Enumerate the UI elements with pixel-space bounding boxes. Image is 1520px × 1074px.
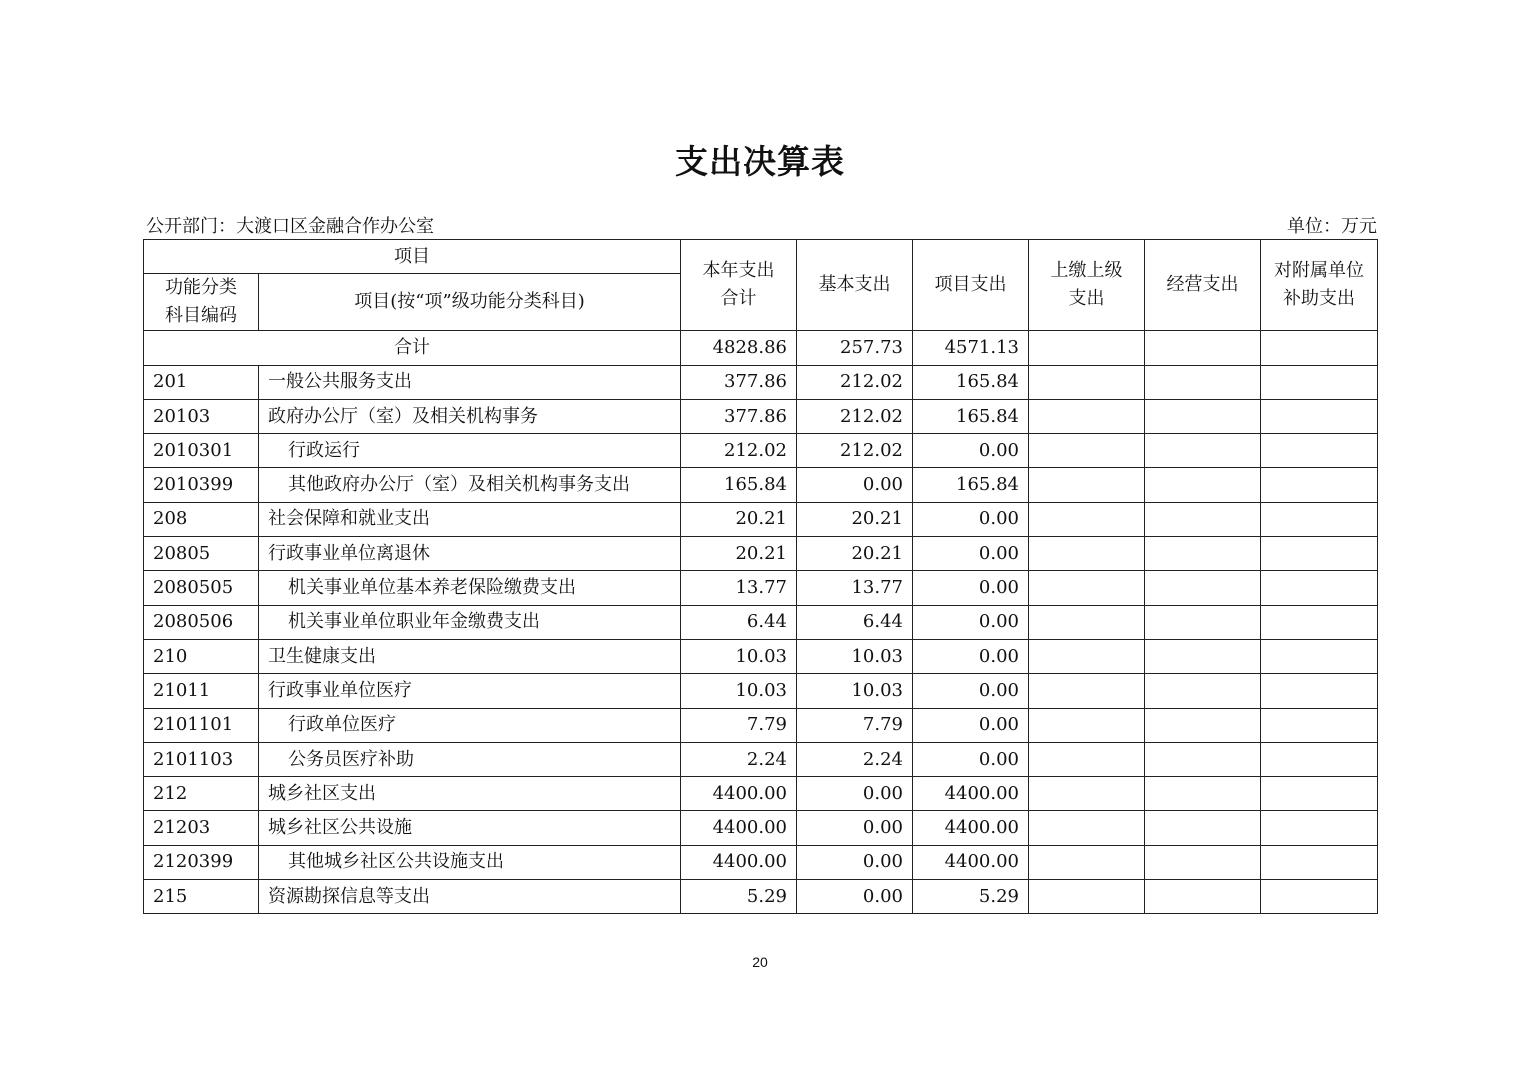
row-business: [1145, 502, 1261, 536]
header-upper: 上缴上级 支出: [1029, 240, 1145, 331]
row-project: 0.00: [913, 434, 1029, 468]
row-upper: [1029, 777, 1145, 811]
row-name: [259, 708, 681, 742]
table-row: [144, 537, 1378, 571]
table-row: [144, 571, 1378, 605]
row-basic: 20.21: [797, 537, 913, 571]
row-project: 165.84: [913, 468, 1029, 502]
row-total: 5.29: [681, 880, 797, 914]
header-name: 项目(按“项”级功能分类科目): [259, 274, 681, 331]
table-row: [144, 399, 1378, 433]
row-upper: [1029, 845, 1145, 879]
row-subsidiary: [1261, 639, 1378, 673]
row-upper: [1029, 708, 1145, 742]
total-row: [144, 331, 1378, 365]
row-total: 6.44: [681, 605, 797, 639]
row-name: 城乡社区公共设施: [259, 811, 681, 845]
row-upper: [1029, 605, 1145, 639]
row-total: 4400.00: [681, 811, 797, 845]
row-business: [1145, 880, 1261, 914]
row-project: 0.00: [913, 537, 1029, 571]
row-name: 社会保障和就业支出: [259, 502, 681, 536]
row-business: [1145, 742, 1261, 776]
row-business: [1145, 365, 1261, 399]
row-code: 212: [144, 777, 259, 811]
row-name-text: 其他政府办公厅（室）及相关机构事务支出: [288, 474, 630, 496]
row-subsidiary: [1261, 468, 1378, 502]
row-basic: 10.03: [797, 674, 913, 708]
row-basic: 7.79: [797, 708, 913, 742]
row-name-text: 公务员医疗补助: [288, 748, 414, 770]
table-row: [144, 845, 1378, 879]
row-code: 2080506: [144, 605, 259, 639]
table-row: [144, 674, 1378, 708]
row-subsidiary: [1261, 399, 1378, 433]
row-subsidiary: [1261, 708, 1378, 742]
row-project: 0.00: [913, 605, 1029, 639]
row-basic: 0.00: [797, 880, 913, 914]
row-basic: 212.02: [797, 399, 913, 433]
table-row: [144, 811, 1378, 845]
row-name-text: 机关事业单位基本养老保险缴费支出: [288, 577, 576, 599]
row-basic: 20.21: [797, 502, 913, 536]
page-title: 支出决算表: [675, 142, 845, 181]
row-upper: [1029, 880, 1145, 914]
page-number: 20: [752, 954, 768, 970]
row-upper: [1029, 434, 1145, 468]
row-total: 20.21: [681, 502, 797, 536]
row-project: 0.00: [913, 674, 1029, 708]
row-business: [1145, 537, 1261, 571]
row-basic: 2.24: [797, 742, 913, 776]
row-name: [259, 468, 681, 502]
row-total: 10.03: [681, 639, 797, 673]
total-subsidiary: [1261, 331, 1378, 365]
row-total: 377.86: [681, 399, 797, 433]
row-name: 行政事业单位离退休: [259, 537, 681, 571]
row-basic: 0.00: [797, 845, 913, 879]
row-total: 4400.00: [681, 845, 797, 879]
row-name: 资源勘探信息等支出: [259, 880, 681, 914]
row-upper: [1029, 399, 1145, 433]
row-upper: [1029, 468, 1145, 502]
row-name: [259, 605, 681, 639]
row-code: 2120399: [144, 845, 259, 879]
row-name: 一般公共服务支出: [259, 365, 681, 399]
table-row: [144, 365, 1378, 399]
total-label: 合计: [144, 331, 681, 365]
row-project: 4400.00: [913, 777, 1029, 811]
row-code: 2010301: [144, 434, 259, 468]
expenditure-table: [143, 239, 1378, 914]
total-amount: 4828.86: [681, 331, 797, 365]
table-row: [144, 434, 1378, 468]
table-row: [144, 468, 1378, 502]
row-code: 2101103: [144, 742, 259, 776]
row-total: 4400.00: [681, 777, 797, 811]
row-upper: [1029, 811, 1145, 845]
row-business: [1145, 639, 1261, 673]
row-upper: [1029, 674, 1145, 708]
row-total: 13.77: [681, 571, 797, 605]
row-basic: 10.03: [797, 639, 913, 673]
row-project: 4400.00: [913, 811, 1029, 845]
row-business: [1145, 708, 1261, 742]
table-row: [144, 777, 1378, 811]
row-subsidiary: [1261, 537, 1378, 571]
row-name: 卫生健康支出: [259, 639, 681, 673]
row-subsidiary: [1261, 777, 1378, 811]
row-business: [1145, 674, 1261, 708]
row-upper: [1029, 639, 1145, 673]
row-subsidiary: [1261, 674, 1378, 708]
row-upper: [1029, 571, 1145, 605]
table-row: [144, 502, 1378, 536]
row-subsidiary: [1261, 434, 1378, 468]
row-basic: 212.02: [797, 365, 913, 399]
row-name-text: 其他城乡社区公共设施支出: [288, 851, 504, 873]
row-upper: [1029, 502, 1145, 536]
row-total: 377.86: [681, 365, 797, 399]
row-basic: 212.02: [797, 434, 913, 468]
row-name: [259, 434, 681, 468]
row-project: 4400.00: [913, 845, 1029, 879]
table-row: [144, 708, 1378, 742]
row-name: 政府办公厅（室）及相关机构事务: [259, 399, 681, 433]
row-total: 212.02: [681, 434, 797, 468]
total-upper: [1029, 331, 1145, 365]
row-project: 0.00: [913, 742, 1029, 776]
row-total: 7.79: [681, 708, 797, 742]
row-subsidiary: [1261, 605, 1378, 639]
row-code: 2101101: [144, 708, 259, 742]
row-project: 165.84: [913, 399, 1029, 433]
row-code: 2080505: [144, 571, 259, 605]
total-business: [1145, 331, 1261, 365]
table-row: [144, 639, 1378, 673]
row-business: [1145, 399, 1261, 433]
row-subsidiary: [1261, 571, 1378, 605]
row-upper: [1029, 742, 1145, 776]
row-name-text: 行政运行: [288, 439, 360, 461]
row-code: 21203: [144, 811, 259, 845]
row-basic: 6.44: [797, 605, 913, 639]
header-row-1: [144, 240, 1378, 274]
row-code: 20103: [144, 399, 259, 433]
row-upper: [1029, 365, 1145, 399]
row-code: 201: [144, 365, 259, 399]
row-basic: 0.00: [797, 811, 913, 845]
row-subsidiary: [1261, 880, 1378, 914]
table-row: [144, 880, 1378, 914]
header-item: 项目: [144, 240, 681, 274]
header-code: 功能分类 科目编码: [144, 274, 259, 331]
row-business: [1145, 468, 1261, 502]
row-subsidiary: [1261, 845, 1378, 879]
row-name: 行政事业单位医疗: [259, 674, 681, 708]
row-name-text: 行政单位医疗: [288, 714, 396, 736]
row-code: 215: [144, 880, 259, 914]
row-code: 21011: [144, 674, 259, 708]
header-total: 本年支出 合计: [681, 240, 797, 331]
row-code: 208: [144, 502, 259, 536]
row-project: 0.00: [913, 502, 1029, 536]
total-basic: 257.73: [797, 331, 913, 365]
row-basic: 0.00: [797, 777, 913, 811]
row-upper: [1029, 537, 1145, 571]
row-total: 2.24: [681, 742, 797, 776]
row-code: 2010399: [144, 468, 259, 502]
row-basic: 0.00: [797, 468, 913, 502]
row-total: 165.84: [681, 468, 797, 502]
header-business: 经营支出: [1145, 240, 1261, 331]
row-code: 210: [144, 639, 259, 673]
row-business: [1145, 811, 1261, 845]
row-project: 0.00: [913, 708, 1029, 742]
row-name: [259, 571, 681, 605]
header-basic: 基本支出: [797, 240, 913, 331]
row-subsidiary: [1261, 502, 1378, 536]
row-project: 165.84: [913, 365, 1029, 399]
total-project: 4571.13: [913, 331, 1029, 365]
row-total: 10.03: [681, 674, 797, 708]
row-business: [1145, 845, 1261, 879]
row-name: [259, 742, 681, 776]
row-business: [1145, 605, 1261, 639]
row-business: [1145, 571, 1261, 605]
row-code: 20805: [144, 537, 259, 571]
table-row: [144, 605, 1378, 639]
table-row: [144, 742, 1378, 776]
row-project: 0.00: [913, 571, 1029, 605]
header-subsidiary: 对附属单位 补助支出: [1261, 240, 1378, 331]
row-subsidiary: [1261, 742, 1378, 776]
row-project: 5.29: [913, 880, 1029, 914]
row-project: 0.00: [913, 639, 1029, 673]
row-subsidiary: [1261, 365, 1378, 399]
row-name: [259, 845, 681, 879]
row-business: [1145, 777, 1261, 811]
row-subsidiary: [1261, 811, 1378, 845]
row-total: 20.21: [681, 537, 797, 571]
row-name: 城乡社区支出: [259, 777, 681, 811]
row-name-text: 机关事业单位职业年金缴费支出: [288, 611, 540, 633]
row-business: [1145, 434, 1261, 468]
department-label: 公开部门：大渡口区金融合作办公室: [146, 216, 434, 237]
unit-label: 单位：万元: [1287, 216, 1377, 237]
row-basic: 13.77: [797, 571, 913, 605]
header-project: 项目支出: [913, 240, 1029, 331]
